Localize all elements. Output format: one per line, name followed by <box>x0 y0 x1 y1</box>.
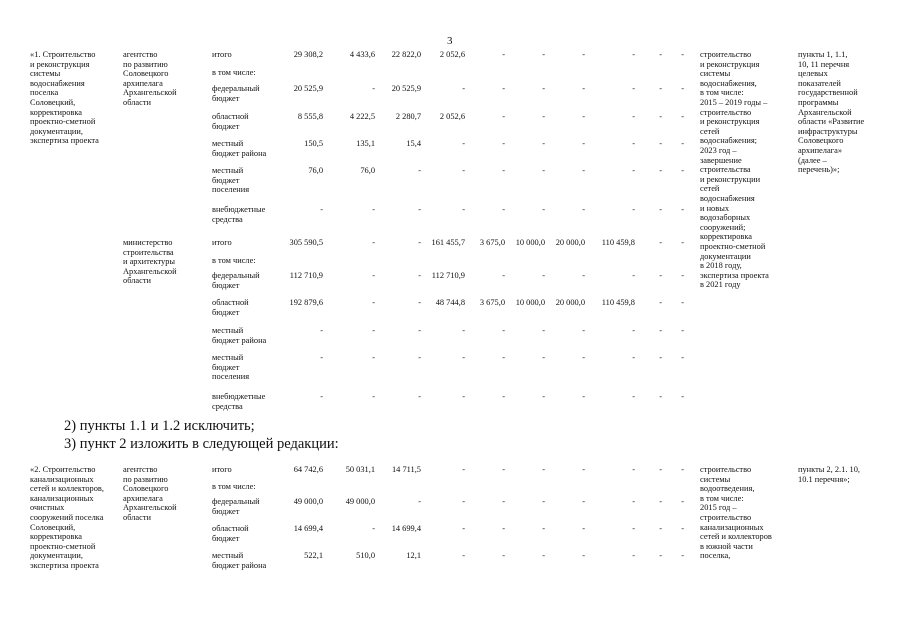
funding-source-label: местный <box>212 139 244 148</box>
funding-value-cell: - <box>542 326 545 335</box>
funding-value-cell: - <box>372 353 375 362</box>
funding-value-cell: - <box>681 298 684 307</box>
funding-source-label: областной <box>212 298 249 307</box>
measure-description-line: системы <box>700 69 731 79</box>
measure-description-line: системы <box>700 474 731 484</box>
funding-value-cell: - <box>632 326 635 335</box>
funding-value-cell: 2 280,7 <box>395 112 421 121</box>
funding-value-cell: - <box>582 112 585 121</box>
funding-value-cell: 2 052,6 <box>439 50 465 59</box>
measure-description-line: сетей и коллекторов <box>700 532 772 542</box>
target-reference-line: инфраструктуры <box>798 126 858 136</box>
funding-value-cell: - <box>681 524 684 533</box>
funding-value-cell: - <box>681 551 684 560</box>
funding-source-label: в том числе: <box>212 482 256 491</box>
measure-description-line: завершение <box>700 155 742 165</box>
funding-value-cell: - <box>418 166 421 175</box>
measure-title-line: системы <box>30 69 61 79</box>
funding-value-cell: 20 525,9 <box>391 84 421 93</box>
funding-value-cell: - <box>659 298 662 307</box>
measure-title-line: экспертиза проекта <box>30 136 99 146</box>
funding-value-cell: 76,0 <box>360 166 375 175</box>
funding-value-cell: - <box>320 205 323 214</box>
executor-name-line: архипелага <box>123 78 163 88</box>
measure-description-line: водоснабжения; <box>700 136 758 146</box>
funding-value-cell: - <box>681 205 684 214</box>
funding-value-cell: - <box>681 166 684 175</box>
funding-value-cell: - <box>681 465 684 474</box>
funding-value-cell: - <box>681 271 684 280</box>
funding-value-cell: - <box>502 139 505 148</box>
funding-value-cell: - <box>681 50 684 59</box>
funding-value-cell: - <box>502 392 505 401</box>
funding-value-cell: - <box>632 139 635 148</box>
funding-value-cell: - <box>632 524 635 533</box>
target-reference-line: 10, 11 перечня <box>798 59 850 69</box>
funding-source-label: бюджет <box>212 93 240 103</box>
executor-name-line: агентство <box>123 465 158 474</box>
funding-value-cell: 10 000,0 <box>515 238 545 247</box>
funding-value-cell: 14 711,5 <box>391 465 421 474</box>
executor-name-line: строительства <box>123 247 174 257</box>
funding-value-cell: - <box>462 353 465 362</box>
funding-value-cell: 110 459,8 <box>601 298 635 307</box>
executor-name-line: агентство <box>123 50 158 59</box>
target-reference-line: пункты 1, 1.1, <box>798 50 848 59</box>
executor-name-line: архипелага <box>123 493 163 503</box>
funding-value-cell: 14 699,4 <box>293 524 323 533</box>
measure-title-line: и реконструкция <box>30 59 90 69</box>
funding-value-cell: 48 744,8 <box>435 298 465 307</box>
funding-value-cell: 192 879,6 <box>289 298 323 307</box>
funding-source-label: итого <box>212 465 232 474</box>
funding-value-cell: 20 000,0 <box>555 298 585 307</box>
funding-value-cell: - <box>632 50 635 59</box>
funding-value-cell: 8 555,8 <box>297 112 323 121</box>
funding-source-label: в том числе: <box>212 256 256 265</box>
funding-value-cell: - <box>659 139 662 148</box>
funding-value-cell: 110 459,8 <box>601 238 635 247</box>
target-reference-line: программы <box>798 98 839 107</box>
funding-value-cell: - <box>582 50 585 59</box>
funding-value-cell: 14 699,4 <box>391 524 421 533</box>
measure-description-line: сетей <box>700 184 720 194</box>
funding-source-label: внебюджетные <box>212 205 266 214</box>
funding-value-cell: - <box>632 392 635 401</box>
executor-name-line: области <box>123 98 151 107</box>
measure-description-line: в 2021 году <box>700 280 741 290</box>
funding-value-cell: - <box>659 353 662 362</box>
funding-source-label: средства <box>212 401 243 411</box>
funding-source-label: местный <box>212 166 244 175</box>
funding-value-cell: - <box>659 166 662 175</box>
funding-value-cell: 15,4 <box>406 139 421 148</box>
target-reference-line: целевых <box>798 69 828 79</box>
measure-description-line: и реконструкции <box>700 174 761 184</box>
funding-source-label: поселения <box>212 185 250 195</box>
funding-value-cell: - <box>418 497 421 506</box>
funding-value-cell: - <box>659 112 662 121</box>
funding-value-cell: - <box>681 238 684 247</box>
funding-value-cell: - <box>502 551 505 560</box>
measure-title-line: сооружений поселка <box>30 513 104 522</box>
funding-value-cell: - <box>372 84 375 93</box>
measure-description-line: водоснабжения <box>700 194 755 203</box>
funding-value-cell: - <box>659 271 662 280</box>
funding-value-cell: - <box>542 271 545 280</box>
measure-title-line: проектно-сметной <box>30 117 96 127</box>
funding-source-label: бюджет района <box>212 560 267 570</box>
funding-value-cell: - <box>542 139 545 148</box>
funding-value-cell: - <box>462 551 465 560</box>
funding-value-cell: - <box>502 271 505 280</box>
funding-source-label: итого <box>212 238 232 247</box>
measure-description-line: 2015 – 2019 годы – <box>700 98 768 107</box>
executor-name-line: Соловецкого <box>123 484 169 494</box>
measure-description-line: экспертиза проекта <box>700 270 769 280</box>
funding-value-cell: - <box>659 326 662 335</box>
funding-value-cell: - <box>462 392 465 401</box>
funding-value-cell: - <box>632 271 635 280</box>
measure-description-line: строительство <box>700 50 752 59</box>
funding-value-cell: - <box>372 238 375 247</box>
funding-value-cell: - <box>582 353 585 362</box>
funding-source-label: местный <box>212 326 244 335</box>
target-reference-line: (далее – <box>798 155 827 165</box>
funding-value-cell: - <box>582 524 585 533</box>
funding-value-cell: - <box>632 465 635 474</box>
funding-source-label: бюджет <box>212 280 240 290</box>
funding-value-cell: - <box>681 84 684 93</box>
funding-value-cell: 76,0 <box>308 166 323 175</box>
target-reference-line: 10.1 перечня»; <box>798 474 850 484</box>
funding-value-cell: - <box>542 50 545 59</box>
funding-value-cell: - <box>582 392 585 401</box>
funding-value-cell: - <box>659 551 662 560</box>
amendment-paragraph: 3) пункт 2 изложить в следующей редакции: <box>64 436 339 452</box>
funding-value-cell: - <box>659 205 662 214</box>
funding-source-label: федеральный <box>212 271 260 280</box>
funding-value-cell: 20 000,0 <box>555 238 585 247</box>
funding-value-cell: 64 742,6 <box>293 465 323 474</box>
funding-source-label: внебюджетные <box>212 392 266 401</box>
executor-name-line: и архитектуры <box>123 257 176 267</box>
target-reference-line: архипелага» <box>798 146 843 155</box>
page-number: 3 <box>447 35 453 47</box>
funding-value-cell: - <box>659 238 662 247</box>
measure-title-line: корректировка <box>30 532 83 542</box>
funding-value-cell: - <box>582 465 585 474</box>
funding-value-cell: - <box>632 551 635 560</box>
funding-value-cell: 4 433,6 <box>349 50 375 59</box>
executor-name-line: области <box>123 276 151 286</box>
funding-value-cell: - <box>582 166 585 175</box>
measure-title-line: канализационных <box>30 474 94 484</box>
funding-value-cell: - <box>632 497 635 506</box>
funding-value-cell: - <box>502 112 505 121</box>
funding-value-cell: - <box>462 205 465 214</box>
funding-value-cell: - <box>418 298 421 307</box>
executor-name-line: по развитию <box>123 59 168 69</box>
funding-value-cell: 112 710,9 <box>431 271 465 280</box>
funding-value-cell: - <box>502 84 505 93</box>
measure-description-line: документации <box>700 251 751 261</box>
funding-value-cell: - <box>542 392 545 401</box>
funding-value-cell: - <box>681 392 684 401</box>
funding-value-cell: 3 675,0 <box>479 298 505 307</box>
funding-value-cell: - <box>681 497 684 506</box>
measure-title-line: экспертиза проекта <box>30 561 99 570</box>
funding-value-cell: - <box>372 298 375 307</box>
funding-value-cell: 10 000,0 <box>515 298 545 307</box>
funding-value-cell: - <box>681 353 684 362</box>
amendment-paragraph: 2) пункты 1.1 и 1.2 исключить; <box>64 418 255 434</box>
executor-name-line: Архангельской <box>123 503 177 513</box>
funding-value-cell: - <box>462 326 465 335</box>
funding-value-cell: - <box>418 353 421 362</box>
executor-name-line: министерство <box>123 238 173 247</box>
funding-value-cell: - <box>582 326 585 335</box>
target-reference-line: показателей <box>798 78 841 88</box>
measure-description-line: в южной части <box>700 541 753 551</box>
measure-description-line: строительство <box>700 107 752 117</box>
measure-description-line: строительства <box>700 165 751 175</box>
funding-value-cell: - <box>502 465 505 474</box>
funding-value-cell: - <box>632 166 635 175</box>
funding-value-cell: - <box>659 50 662 59</box>
measure-description-line: водозаборных <box>700 213 751 223</box>
funding-value-cell: - <box>681 326 684 335</box>
measure-description-line: в том числе: <box>700 493 744 503</box>
funding-source-label: федеральный <box>212 497 260 506</box>
funding-value-cell: - <box>418 238 421 247</box>
executor-name-line: Соловецкого <box>123 69 169 79</box>
measure-title-line: документации, <box>30 551 83 561</box>
target-reference-line: Соловецкого <box>798 136 844 146</box>
funding-value-cell: - <box>582 84 585 93</box>
funding-value-cell: - <box>542 497 545 506</box>
measure-description-line: поселка, <box>700 551 731 561</box>
funding-value-cell: 3 675,0 <box>479 238 505 247</box>
measure-title-line: корректировка <box>30 107 83 117</box>
funding-value-cell: - <box>372 271 375 280</box>
funding-value-cell: 305 590,5 <box>289 238 323 247</box>
measure-description-line: и реконструкция <box>700 117 760 127</box>
funding-value-cell: - <box>418 392 421 401</box>
funding-value-cell: - <box>418 326 421 335</box>
measure-description-line: сооружений; <box>700 222 746 232</box>
funding-value-cell: - <box>542 524 545 533</box>
funding-source-label: местный <box>212 551 244 560</box>
funding-value-cell: 4 222,5 <box>349 112 375 121</box>
funding-value-cell: - <box>502 524 505 533</box>
funding-value-cell: - <box>320 326 323 335</box>
funding-value-cell: - <box>372 524 375 533</box>
funding-value-cell: - <box>582 497 585 506</box>
funding-source-label: средства <box>212 214 243 224</box>
target-reference-line: пункты 2, 2.1. 10, <box>798 465 860 474</box>
funding-value-cell: - <box>418 271 421 280</box>
funding-source-label: местный <box>212 353 244 362</box>
funding-value-cell: 22 822,0 <box>391 50 421 59</box>
measure-description-line: 2023 год – <box>700 146 737 155</box>
measure-description-line: в 2018 году, <box>700 261 742 271</box>
funding-value-cell: - <box>542 205 545 214</box>
funding-value-cell: - <box>632 353 635 362</box>
funding-value-cell: - <box>632 205 635 214</box>
funding-value-cell: 50 031,1 <box>345 465 375 474</box>
funding-source-label: бюджет <box>212 175 240 185</box>
funding-value-cell: 29 308,2 <box>293 50 323 59</box>
funding-value-cell: - <box>502 326 505 335</box>
measure-description-line: проектно-сметной <box>700 242 766 251</box>
executor-name-line: области <box>123 513 151 522</box>
funding-value-cell: - <box>320 353 323 362</box>
funding-value-cell: 49 000,0 <box>345 497 375 506</box>
funding-value-cell: - <box>462 524 465 533</box>
funding-value-cell: - <box>542 112 545 121</box>
funding-value-cell: - <box>632 84 635 93</box>
funding-value-cell: 135,1 <box>356 139 375 148</box>
funding-source-label: областной <box>212 112 249 121</box>
funding-value-cell: 112 710,9 <box>289 271 323 280</box>
funding-value-cell: - <box>462 139 465 148</box>
funding-value-cell: - <box>502 353 505 362</box>
measure-description-line: корректировка <box>700 232 753 242</box>
funding-value-cell: 510,0 <box>356 551 375 560</box>
measure-title-line: канализационных <box>30 493 94 503</box>
target-reference-line: Архангельской <box>798 107 852 117</box>
measure-description-line: канализационных <box>700 522 764 532</box>
funding-source-label: в том числе: <box>212 68 256 77</box>
funding-value-cell: - <box>582 551 585 560</box>
measure-description-line: 2015 год – <box>700 503 737 513</box>
funding-value-cell: - <box>372 392 375 401</box>
funding-source-label: поселения <box>212 372 250 382</box>
funding-value-cell: 49 000,0 <box>293 497 323 506</box>
measure-description-line: в том числе: <box>700 88 744 98</box>
measure-title-line: документации, <box>30 126 83 136</box>
executor-name-line: Архангельской <box>123 88 177 98</box>
target-reference-line: государственной <box>798 88 858 98</box>
funding-source-label: федеральный <box>212 84 260 93</box>
funding-source-label: итого <box>212 50 232 59</box>
measure-description-line: водоотведения, <box>700 484 755 494</box>
measure-description-line: сетей <box>700 126 720 136</box>
funding-source-label: бюджет района <box>212 335 267 345</box>
measure-title-line: Соловецкий, <box>30 522 76 532</box>
funding-value-cell: - <box>372 326 375 335</box>
funding-value-cell: - <box>502 205 505 214</box>
funding-value-cell: - <box>320 392 323 401</box>
funding-value-cell: - <box>659 392 662 401</box>
funding-value-cell: - <box>542 551 545 560</box>
funding-source-label: бюджет <box>212 506 240 516</box>
measure-title-line: «2. Строительство <box>30 465 96 474</box>
measure-title-line: очистных <box>30 503 65 513</box>
funding-value-cell: - <box>502 166 505 175</box>
funding-value-cell: 161 455,7 <box>431 238 465 247</box>
measure-description-line: водоснабжения, <box>700 78 757 88</box>
funding-value-cell: - <box>462 465 465 474</box>
funding-value-cell: - <box>681 139 684 148</box>
funding-value-cell: 12,1 <box>406 551 421 560</box>
measure-description-line: строительство <box>700 513 752 522</box>
funding-value-cell: - <box>542 166 545 175</box>
funding-source-label: бюджет <box>212 362 240 372</box>
funding-value-cell: 522,1 <box>304 551 323 560</box>
funding-value-cell: - <box>502 497 505 506</box>
measure-title-line: Соловецкий, <box>30 98 76 107</box>
funding-source-label: бюджет <box>212 121 240 131</box>
funding-source-label: бюджет <box>212 307 240 317</box>
measure-description-line: и новых <box>700 203 730 213</box>
funding-source-label: бюджет <box>212 533 240 543</box>
measure-title-line: водоснабжения <box>30 78 85 88</box>
funding-value-cell: - <box>462 166 465 175</box>
measure-title-line: сетей и коллекторов, <box>30 484 104 494</box>
target-reference-line: перечень)»; <box>798 165 840 175</box>
funding-value-cell: - <box>418 205 421 214</box>
funding-value-cell: 150,5 <box>304 139 323 148</box>
funding-source-label: бюджет района <box>212 148 267 158</box>
funding-value-cell: - <box>542 465 545 474</box>
funding-source-label: областной <box>212 524 249 533</box>
funding-value-cell: - <box>582 271 585 280</box>
funding-value-cell: - <box>582 139 585 148</box>
funding-value-cell: 2 052,6 <box>439 112 465 121</box>
funding-value-cell: - <box>659 524 662 533</box>
measure-title-line: «1. Строительство <box>30 50 96 59</box>
funding-value-cell: 20 525,9 <box>293 84 323 93</box>
funding-value-cell: - <box>659 465 662 474</box>
measure-description-line: и реконструкция <box>700 59 760 69</box>
target-reference-line: области «Развитие <box>798 117 865 127</box>
funding-value-cell: - <box>462 497 465 506</box>
funding-value-cell: - <box>462 84 465 93</box>
funding-value-cell: - <box>502 50 505 59</box>
measure-title-line: проектно-сметной <box>30 541 96 551</box>
funding-value-cell: - <box>659 497 662 506</box>
funding-value-cell: - <box>542 353 545 362</box>
measure-description-line: строительство <box>700 465 752 474</box>
funding-value-cell: - <box>681 112 684 121</box>
funding-value-cell: - <box>372 205 375 214</box>
executor-name-line: по развитию <box>123 474 168 484</box>
funding-value-cell: - <box>659 84 662 93</box>
funding-value-cell: - <box>632 112 635 121</box>
executor-name-line: Архангельской <box>123 266 177 276</box>
measure-title-line: поселка <box>30 88 59 98</box>
funding-value-cell: - <box>582 205 585 214</box>
funding-value-cell: - <box>542 84 545 93</box>
